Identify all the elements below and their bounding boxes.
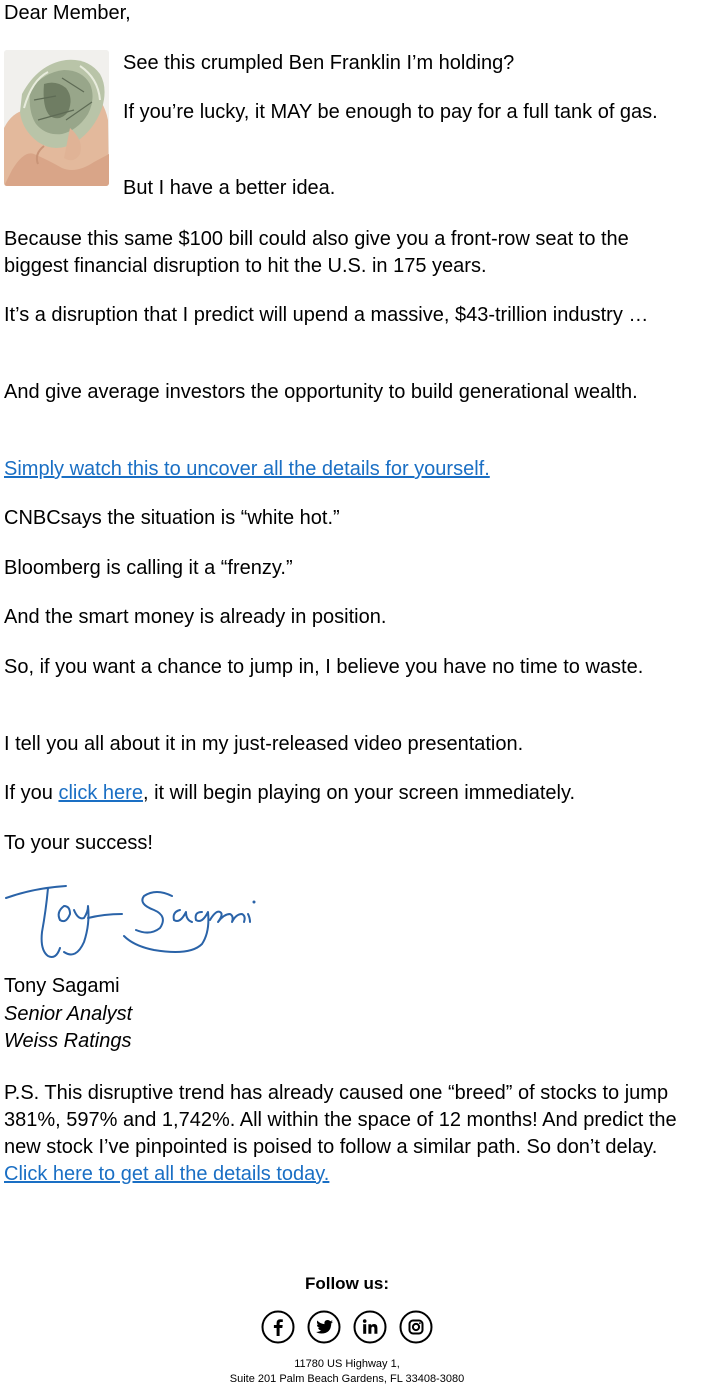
postal-address	[4, 1357, 690, 1387]
paragraph-wealth: And give average investors the opportunity to build generational wealth.	[4, 381, 638, 403]
intro-line-3: But I have a better idea.	[123, 177, 336, 199]
address-line-1: 11780 US Highway 1,	[294, 1358, 400, 1370]
twitter-icon[interactable]	[307, 1310, 341, 1344]
sender-title: Senior Analyst	[4, 1002, 133, 1025]
hand-holding-bill-icon	[4, 50, 109, 186]
follow-us-heading: Follow us:	[304, 1274, 390, 1293]
footer	[4, 1270, 690, 1387]
handwritten-signature	[4, 880, 259, 965]
paragraph-cnbc: CNBCsays the situation is “white hot.”	[4, 507, 340, 529]
greeting: Dear Member,	[4, 2, 131, 24]
postscript-text: P.S. This disruptive trend has already caused one “breed” of stocks to jump 381%, 597% and 1,742%. All within the space of 12 months! And predict the new stock I’ve pinpointed is poised to follow a similar path. So don’t delay.	[4, 1082, 677, 1158]
watch-video-link[interactable]: Simply watch this to uncover all the details for yourself.	[4, 458, 490, 480]
watch-link-paragraph	[4, 456, 694, 483]
paragraph-smart-money: And the smart money is already in position.	[4, 606, 387, 628]
postscript-link[interactable]: Click here to get all the details today.	[4, 1163, 330, 1185]
crumpled-bill-photo	[4, 50, 109, 186]
closing: To your success!	[4, 832, 153, 854]
paragraph-disruption: Because this same $100 bill could also give you a front-row seat to the biggest financial disruption to hit the U.S. in 175 years.	[4, 228, 629, 277]
social-links	[4, 1310, 690, 1344]
click-here-after: , it will begin playing on your screen immediately.	[142, 782, 576, 804]
intro-line-1: See this crumpled Ben Franklin I’m holding?	[123, 52, 515, 74]
paragraph-video: I tell you all about it in my just-released video presentation.	[4, 733, 524, 755]
sender-name: Tony Sagami	[4, 975, 120, 997]
postscript	[4, 1080, 694, 1188]
facebook-icon[interactable]	[261, 1310, 295, 1344]
sender-company: Weiss Ratings	[4, 1030, 132, 1052]
click-here-link[interactable]: click here	[58, 782, 143, 804]
address-line-2: Suite 201 Palm Beach Gardens, FL 33408-3080	[229, 1373, 465, 1385]
instagram-icon[interactable]	[399, 1310, 433, 1344]
linkedin-icon[interactable]	[353, 1310, 387, 1344]
paragraph-bloomberg: Bloomberg is calling it a “frenzy.”	[4, 557, 293, 579]
sender-block	[4, 973, 132, 1056]
paragraph-click-here	[4, 780, 694, 807]
paragraph-no-time: So, if you want a chance to jump in, I believe you have no time to waste.	[4, 656, 644, 678]
paragraph-industry: It’s a disruption that I predict will upend a massive, $43-trillion industry …	[4, 304, 649, 326]
intro-line-2: If you’re lucky, it MAY be enough to pay for a full tank of gas.	[123, 101, 658, 123]
click-here-before: If you	[4, 782, 59, 804]
signature-icon	[4, 880, 259, 965]
